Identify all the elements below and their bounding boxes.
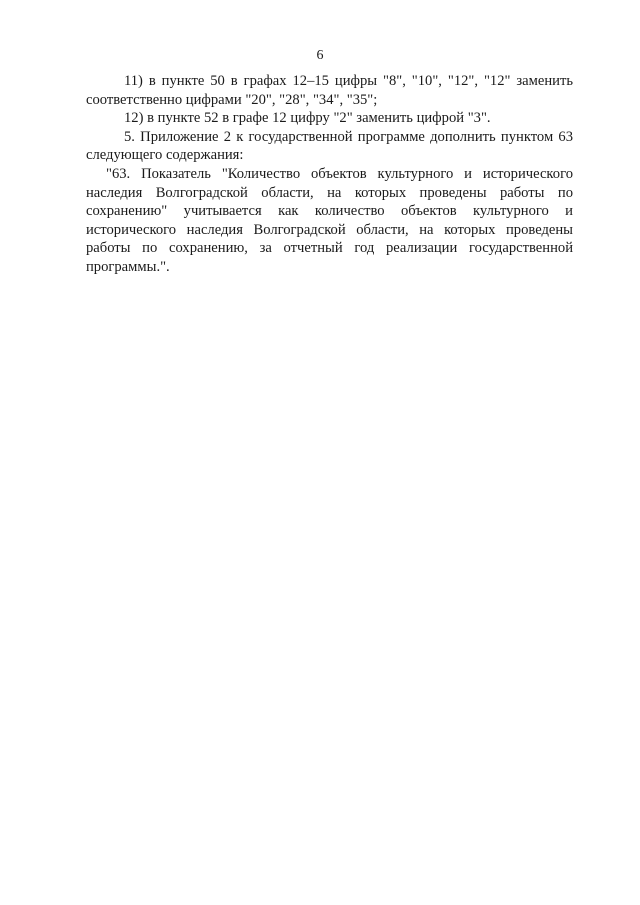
paragraph-item-11: 11) в пункте 50 в графах 12–15 цифры "8", "10", "12", "12" заменить соответственно цифрами "20", "28", "34", "35"; <box>86 73 573 108</box>
paragraph-quote-63: "63. Показатель "Количество объектов культурного и исторического наследия Волгоградской области, на которых проведены работы по сохранению" учитывается как количество объектов культурного и исторического наследия Волгоградской области, на которых проведены работы по сохранению, за отчетный год реализации государственной программы.". <box>86 165 573 275</box>
paragraph-section-5: 5. Приложение 2 к государственной программе дополнить пунктом 63 следующего содержания: <box>86 128 573 164</box>
paragraph-item-12: 12) в пункте 52 в графе 12 цифру "2" заменить цифрой "3". <box>124 110 491 127</box>
document-body <box>86 72 573 277</box>
page-number: 6 <box>316 48 324 63</box>
